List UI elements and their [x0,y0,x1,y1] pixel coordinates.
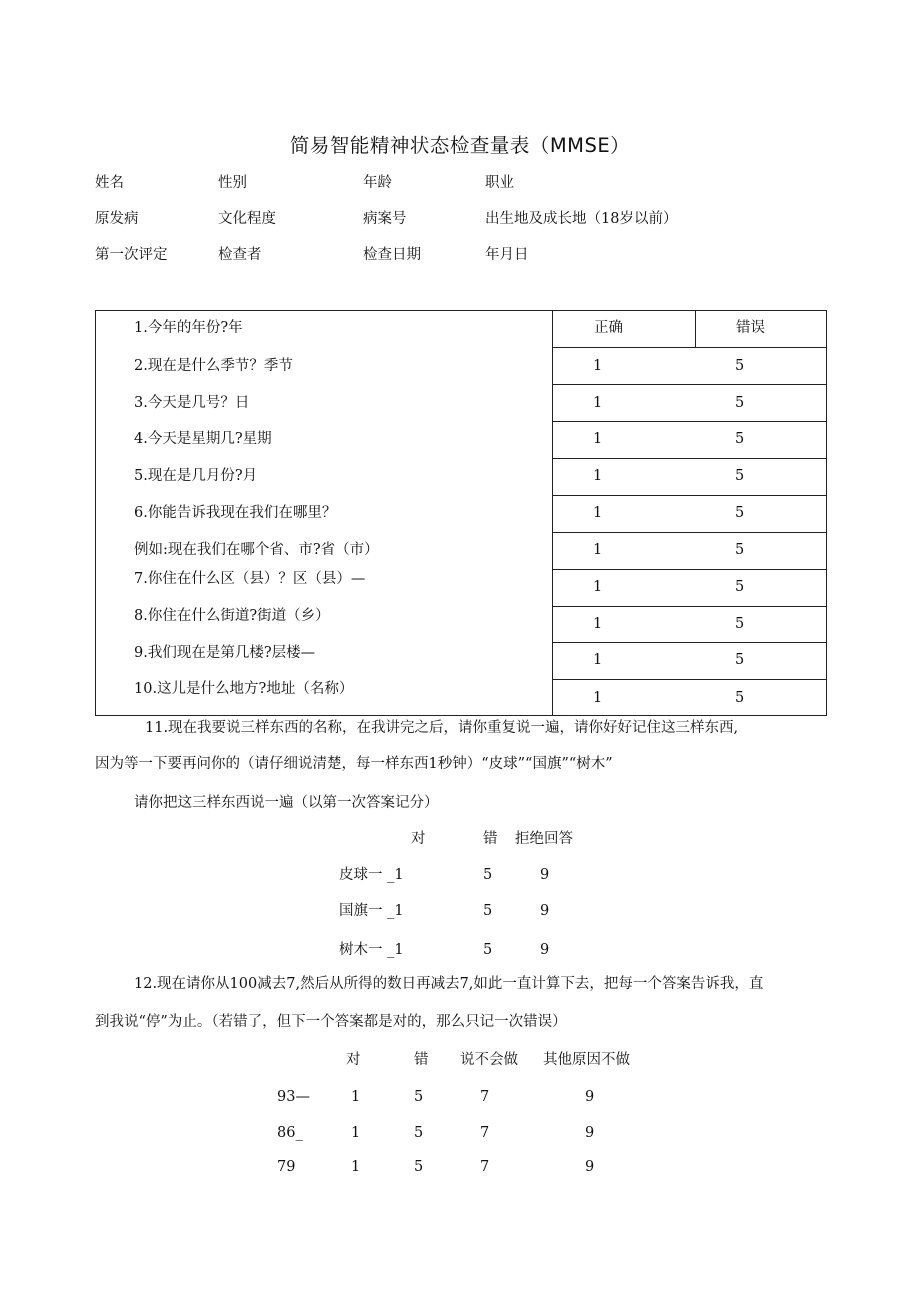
q11-item-label: 皮球一 _1 [339,867,404,883]
question-1: 1.今年的年份?年 [134,320,243,336]
question-4: 4.今天是星期几?星期 [134,431,272,447]
q11-item-refuse: 9 [540,903,550,919]
table-divider [552,421,827,422]
q12-row-other: 9 [585,1089,595,1105]
q12-row-label: 86_ [277,1125,303,1141]
q12-row-wrong: 5 [414,1089,424,1105]
q12-text-line2: 到我说“停”为止。（若错了，但下一个答案都是对的，那么只记一次错误） [95,1014,567,1030]
q12-row-cannot: 7 [480,1125,490,1141]
q12-row-label: 93— [277,1089,310,1105]
q11-item-wrong: 5 [483,867,493,883]
q12-row-correct: 1 [351,1125,361,1141]
info-label-date-format: 年月日 [485,247,529,263]
q11-item-label: 国旗一 _1 [339,903,404,919]
q11-instruction: 请你把这三样东西说一遍（以第一次答案记分） [134,795,439,811]
q11-header-correct: 对 [411,831,426,847]
q12-text-line1: 12.现在请你从100减去7,然后从所得的数日再减去7,如此一直计算下去，把每一个答案告诉我，直 [134,976,764,992]
info-label-gender: 性别 [218,175,247,191]
info-label-name: 姓名 [95,175,124,191]
score-wrong: 5 [735,616,745,632]
question-6: 6.你能告诉我现在我们在哪里？ [134,505,337,521]
header-correct: 正确 [594,320,623,336]
score-correct: 1 [593,616,603,632]
q11-header-wrong: 错 [483,831,498,847]
score-wrong: 5 [735,542,745,558]
score-correct: 1 [593,468,603,484]
q12-header-correct: 对 [346,1052,361,1068]
table-divider [552,384,827,385]
question-5: 5.现在是几月份?月 [134,468,258,484]
score-correct: 1 [593,395,603,411]
q12-row-label: 79 [277,1159,296,1175]
q11-header-refuse: 拒绝回答 [515,831,573,847]
score-correct: 1 [593,358,603,374]
score-correct: 1 [593,652,603,668]
score-wrong: 5 [735,468,745,484]
q11-item-label: 树木一 _1 [339,942,404,958]
q12-row-other: 9 [585,1125,595,1141]
score-correct: 1 [593,431,603,447]
info-label-exam-date: 检查日期 [363,247,421,263]
q12-header-wrong: 错 [414,1052,429,1068]
question-9: 9.我们现在是第几楼?层楼— [134,645,316,661]
table-divider [695,310,696,347]
table-divider [552,606,827,607]
score-wrong: 5 [735,431,745,447]
score-wrong: 5 [735,395,745,411]
table-divider [552,310,553,716]
q12-header-other: 其他原因不做 [543,1052,630,1068]
header-wrong: 错误 [736,320,765,336]
q12-row-other: 9 [585,1159,595,1175]
score-wrong: 5 [735,690,745,706]
q12-row-wrong: 5 [414,1159,424,1175]
score-wrong: 5 [735,358,745,374]
score-correct: 1 [593,505,603,521]
table-divider [552,642,827,643]
q12-row-correct: 1 [351,1159,361,1175]
info-label-birthplace: 出生地及成长地（18岁以前） [485,211,678,227]
info-label-occupation: 职业 [485,175,514,191]
info-label-education: 文化程度 [218,211,276,227]
table-divider [552,495,827,496]
q11-item-refuse: 9 [540,867,550,883]
q11-item-wrong: 5 [483,903,493,919]
question-7: 7.你住在什么区（县）？区（县）— [134,571,366,587]
question-6-example: 例如:现在我们在哪个省、市?省（市） [134,542,379,558]
table-divider [552,532,827,533]
table-divider [552,458,827,459]
info-label-examiner: 检查者 [218,247,262,263]
q11-text-line2: 因为等一下要再问你的（请仔细说清楚，每一样东西1秒钟）“皮球”“国旗”“树木” [95,756,613,772]
score-correct: 1 [593,690,603,706]
q12-row-cannot: 7 [480,1089,490,1105]
question-8: 8.你住在什么街道?街道（乡） [134,608,330,624]
score-wrong: 5 [735,579,745,595]
q12-row-wrong: 5 [414,1125,424,1141]
score-wrong: 5 [735,505,745,521]
q11-item-refuse: 9 [540,942,550,958]
q12-header-cannot: 说不会做 [460,1052,518,1068]
question-10: 10.这儿是什么地方?地址（名称） [134,681,354,697]
table-divider [552,347,827,348]
info-label-record-no: 病案号 [363,211,407,227]
q12-row-cannot: 7 [480,1159,490,1175]
info-label-age: 年龄 [363,175,392,191]
page-title: 简易智能精神状态检查量表（MMSE） [289,134,631,157]
table-divider [552,569,827,570]
table-divider [552,679,827,680]
q11-text-line1: 11.现在我要说三样东西的名称，在我讲完之后，请你重复说一遍，请你好好记住这三样东西, [145,720,739,736]
question-2: 2.现在是什么季节？季节 [134,358,293,374]
info-label-first-eval: 第一次评定 [95,247,168,263]
score-wrong: 5 [735,652,745,668]
q12-row-correct: 1 [351,1089,361,1105]
score-correct: 1 [593,579,603,595]
score-correct: 1 [593,542,603,558]
q11-item-wrong: 5 [483,942,493,958]
question-3: 3.今天是几号？日 [134,395,250,411]
info-label-disease: 原发病 [95,211,139,227]
